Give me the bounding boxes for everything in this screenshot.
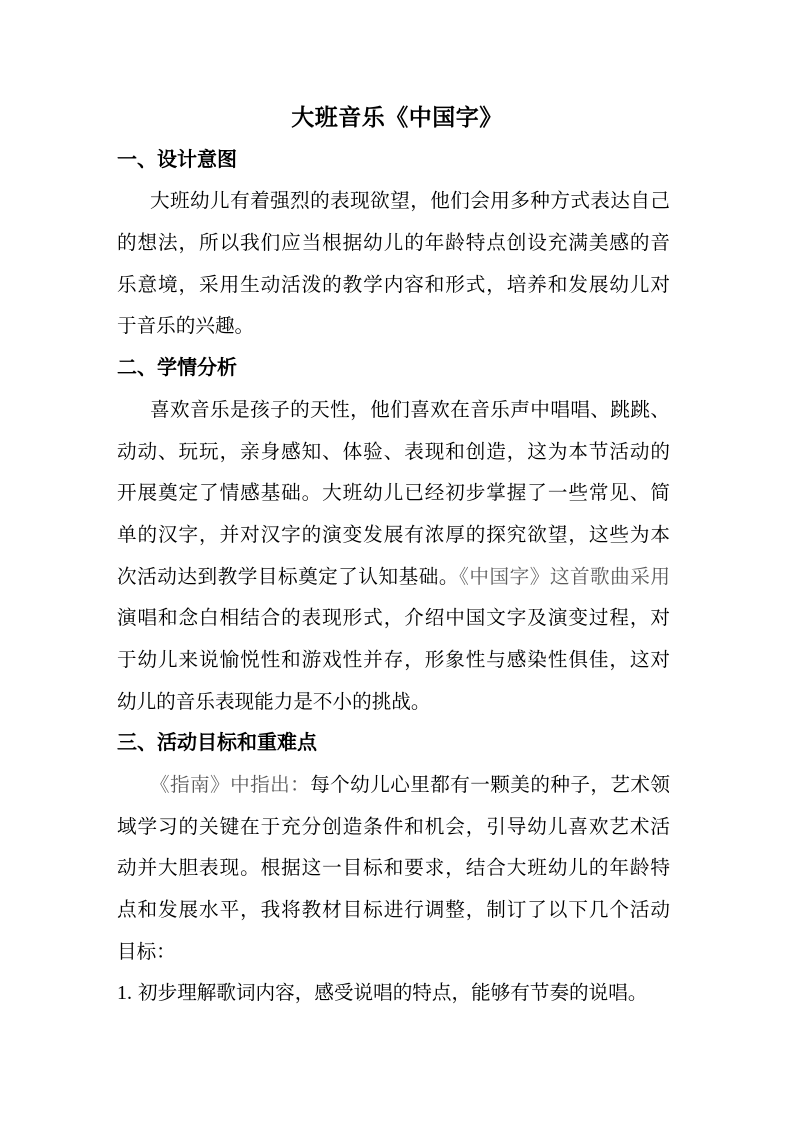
section-learning-analysis: [117, 347, 670, 722]
paragraph-line: 点和发展水平，我将教材目标进行调整，制订了以下几个活动: [117, 898, 670, 922]
paragraph: [117, 180, 670, 347]
paragraph: [117, 389, 670, 723]
paragraph-line: 开展奠定了情感基础。大班幼儿已经初步掌握了一些常见、简: [117, 481, 670, 505]
section-heading: 二、学情分析: [117, 355, 237, 380]
section-heading: 一、设计意图: [117, 146, 237, 171]
section-design-intent: [117, 139, 670, 347]
paragraph-line: 动并大胆表现。根据这一目标和要求，结合大班幼儿的年龄特: [117, 856, 670, 880]
paragraph-line: 喜欢音乐是孩子的天性，他们喜欢在音乐声中唱唱、跳跳、: [150, 397, 670, 421]
document-body: [117, 139, 670, 1014]
paragraph-line: 域学习的关键在于充分创造条件和机会，引导幼儿喜欢艺术活: [117, 814, 670, 838]
paragraph-line: 演唱和念白相结合的表现形式，介绍中国文字及演变过程，对: [117, 606, 670, 630]
paragraph-line: 于幼儿来说愉悦性和游戏性并存，形象性与感染性俱佳，这对: [117, 647, 670, 671]
cited-song-title: 《中国字》这首歌曲采用: [459, 564, 671, 588]
section-heading: 三、活动目标和重难点: [117, 730, 317, 755]
paragraph: [117, 764, 670, 972]
paragraph-line: 大班幼儿有着强烈的表现欲望，他们会用多种方式表达自己: [150, 189, 670, 213]
paragraph-line: 单的汉字，并对汉字的演变发展有浓厚的探究欲望，这些为本: [117, 522, 670, 546]
paragraph-line: 目标：: [117, 939, 176, 963]
cited-guideline: 《指南》中指出：: [150, 773, 311, 796]
objective-item: [117, 972, 670, 1014]
line-text: 次活动达到教学目标奠定了认知基础。: [117, 564, 460, 588]
paragraph-line: [117, 556, 670, 598]
paragraph-line: 幼儿的音乐表现能力是不小的挑战。: [117, 689, 431, 713]
section-objectives: [117, 722, 670, 1014]
paragraph-line: 动动、玩玩，亲身感知、体验、表现和创造，这为本节活动的: [117, 439, 670, 463]
line-text: 每个幼儿心里都有一颗美的种子，艺术领: [310, 773, 671, 796]
document-title: 大班音乐《中国字》: [291, 104, 503, 131]
objective-number: 1.: [117, 982, 132, 1005]
paragraph-line: 乐意境，采用生动活泼的教学内容和形式，培养和发展幼儿对: [117, 272, 670, 296]
paragraph-line: [117, 764, 670, 806]
paragraph-line: 于音乐的兴趣。: [117, 314, 255, 338]
objective-text: 初步理解歌词内容，感受说唱的特点，能够有节奏的说唱。: [138, 981, 648, 1005]
paragraph-line: 的想法，所以我们应当根据幼儿的年龄特点创设充满美感的音: [117, 231, 670, 255]
